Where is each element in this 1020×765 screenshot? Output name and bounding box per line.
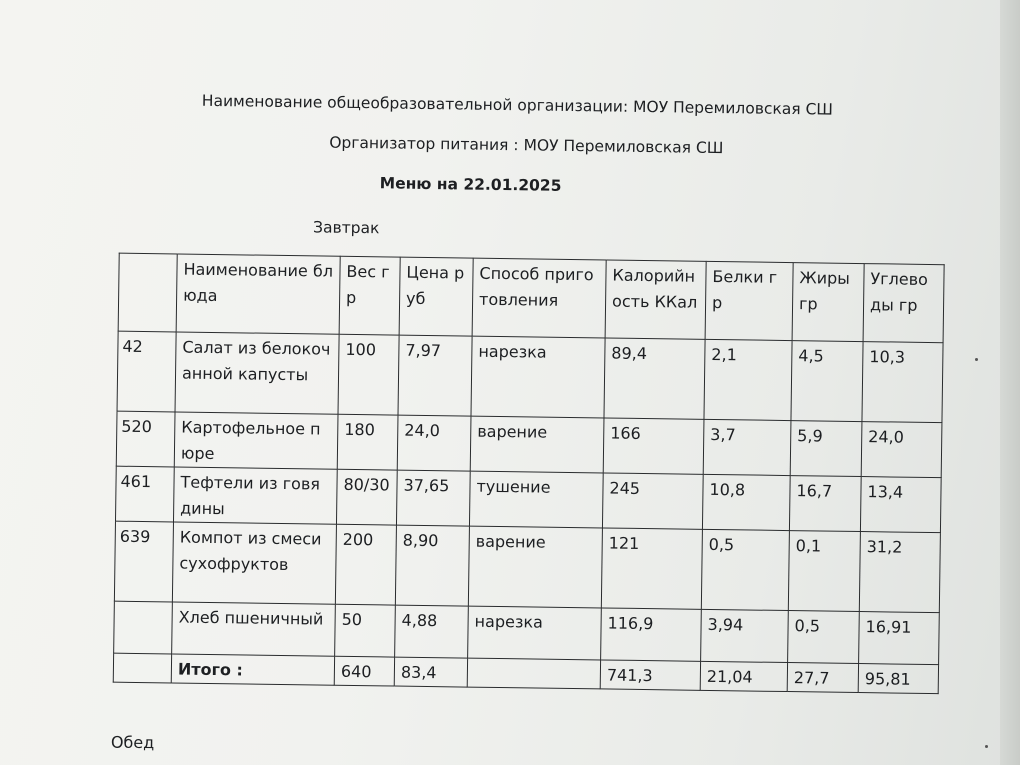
row-code: 520 xyxy=(116,411,175,467)
header-cell-weight: Вес гр xyxy=(339,256,400,335)
header-cell-method: Способ приготовления xyxy=(472,258,606,338)
row-kcal: 121 xyxy=(601,528,702,609)
row-method: тушение xyxy=(469,471,603,528)
row-fat: 4,5 xyxy=(791,341,863,422)
header-cell-name: Наименование блюда xyxy=(176,254,340,334)
total-price: 83,4 xyxy=(394,657,467,687)
row-code: 639 xyxy=(114,521,173,602)
row-carbs: 10,3 xyxy=(862,342,943,423)
row-code xyxy=(114,601,173,654)
row-method: варение xyxy=(468,526,602,608)
total-fat: 27,7 xyxy=(787,663,858,693)
row-price: 8,90 xyxy=(395,525,469,606)
row-dish-name: Картофельное пюре xyxy=(174,412,338,469)
row-dish-name: Хлеб пшеничный xyxy=(172,602,336,656)
row-dish-name: Компот из смеси сухофруктов xyxy=(172,522,336,604)
row-kcal: 166 xyxy=(603,418,704,474)
row-fat: 16,7 xyxy=(789,476,861,532)
breakfast-menu-table xyxy=(113,253,945,694)
row-carbs: 13,4 xyxy=(860,477,941,533)
menu-date-title: Меню на 22.01.2025 xyxy=(379,174,562,195)
row-kcal: 89,4 xyxy=(604,338,705,419)
header-cell-price: Цена руб xyxy=(399,257,473,336)
row-price: 24,0 xyxy=(397,415,471,471)
total-label: Итого : xyxy=(171,654,334,685)
header-cell-kcal: Калорийность ККал xyxy=(605,260,706,339)
total-code-cell xyxy=(113,653,171,683)
row-fat: 5,9 xyxy=(790,421,862,477)
row-protein: 10,8 xyxy=(702,474,790,530)
row-dish-name: Тефтели из говядины xyxy=(173,467,337,524)
row-fat: 0,1 xyxy=(788,531,860,612)
food-organizer: Организатор питания : МОУ Перемиловская СШ xyxy=(329,133,724,158)
total-carbs: 95,81 xyxy=(858,664,938,694)
row-method: нарезка xyxy=(468,606,602,660)
row-fat: 0,5 xyxy=(788,611,860,664)
table-row xyxy=(117,331,943,423)
row-code: 42 xyxy=(117,331,176,412)
paper-speck xyxy=(985,745,988,748)
total-protein: 21,04 xyxy=(700,661,787,691)
header-cell-protein: Белки гр xyxy=(705,261,793,340)
header-cell-code xyxy=(118,253,177,332)
row-protein: 0,5 xyxy=(701,529,789,610)
row-price: 37,65 xyxy=(396,470,470,526)
total-method xyxy=(467,658,600,689)
row-weight: 100 xyxy=(338,334,399,415)
organization-title: Наименование общеобразовательной организации: МОУ Перемиловская СШ xyxy=(201,91,834,119)
row-weight: 200 xyxy=(335,524,396,605)
row-carbs: 24,0 xyxy=(861,422,942,478)
row-kcal: 116,9 xyxy=(601,608,702,661)
row-weight: 50 xyxy=(335,604,396,657)
row-method: варение xyxy=(470,416,604,473)
row-code: 461 xyxy=(115,466,174,522)
paper-speck xyxy=(975,358,978,361)
row-kcal: 245 xyxy=(602,473,703,529)
header-cell-carbs: Углеводы гр xyxy=(863,264,944,343)
lunch-title: Обед xyxy=(110,732,155,753)
row-price: 7,97 xyxy=(398,335,472,416)
row-protein: 2,1 xyxy=(704,339,792,420)
row-dish-name: Салат из белокочанной капусты xyxy=(175,332,339,414)
row-weight: 180 xyxy=(337,414,398,470)
row-carbs: 31,2 xyxy=(859,532,940,613)
background-edge xyxy=(1000,0,1020,765)
total-weight: 640 xyxy=(334,656,394,686)
table-row xyxy=(114,521,940,613)
row-carbs: 16,91 xyxy=(859,612,940,665)
row-method: нарезка xyxy=(471,336,605,418)
header-cell-fat: Жиры гр xyxy=(792,263,864,342)
row-weight: 80/30 xyxy=(336,469,397,525)
row-price: 4,88 xyxy=(395,605,469,658)
breakfast-title: Завтрак xyxy=(312,218,380,238)
row-protein: 3,94 xyxy=(701,609,789,662)
total-kcal: 741,3 xyxy=(600,660,700,690)
table-header-row xyxy=(118,253,944,343)
row-protein: 3,7 xyxy=(703,419,791,475)
